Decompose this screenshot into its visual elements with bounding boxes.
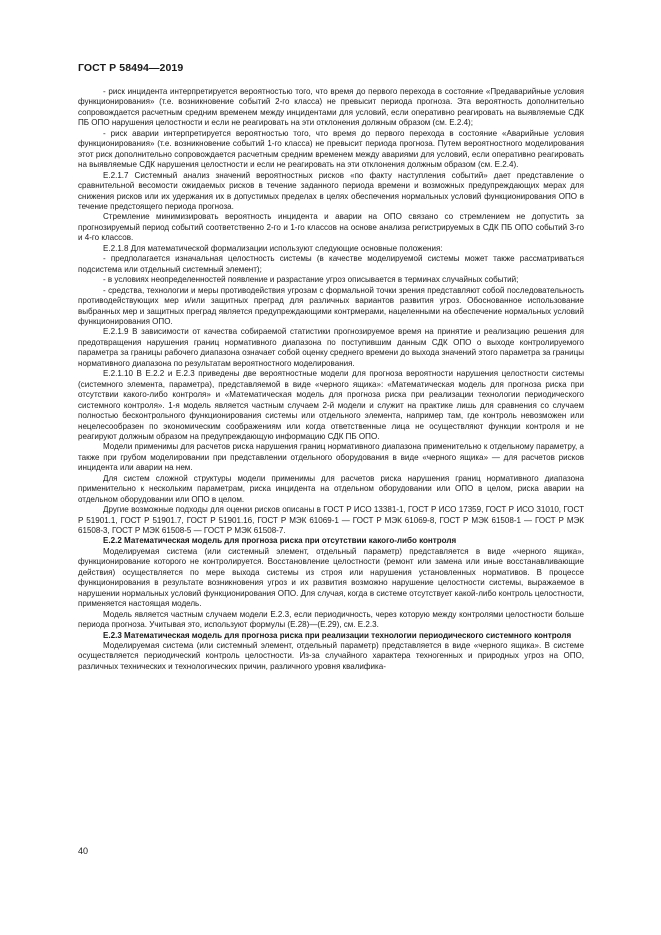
paragraph: Для систем сложной структуры модели применимы для расчетов риска нарушения границ нормативного диапазона применительно к нескольким параметрам, риска инцидента на отдельном оборудовании или ОПО в целом, риска аварии на отдельном оборудовании или ОПО в целом. [78, 473, 584, 504]
paragraph: - средства, технологии и меры противодействия угрозам с формальной точки зрения представляют собой последовательность противодействующих мер и/или защитных преград для различных вариантов развития угроз. Обоснованное использование выбранных мер и защитных преград является предупреждающими контрмерами, нацеленными на обеспечение нормальных условий функционирования ОПО. [78, 285, 584, 326]
paragraph: Моделируемая система (или системный элемент, отдельный параметр) представляется в виде «черного ящика», функционирование которого не контролируется. Восстановление целостности (ремонт или замена или иные восстанавливающие действия) осуществляется по мере выхода системы из строя или нарушения установленных нормативов. В процессе функционирования в результате возникновения угроз и их развития возможно нарушение целостности системы, выражаемое в нарушении нормальных условий функционирования ОПО. Для случая, когда в системе отсутствует какой-либо контроль целостности, применяется настоящая модель. [78, 546, 584, 609]
paragraph: Модели применимы для расчетов риска нарушения границ нормативного диапазона применительно к отдельному параметру, а также при грубом моделировании при представлении отдельного оборудования в виде «черного ящика» — для расчетов рисков инцидента или аварии на нем. [78, 442, 584, 473]
paragraph: Стремление минимизировать вероятность инцидента и аварии на ОПО связано со стремлением не допустить за прогнозируемый период событий соответственно 2-го и 1-го классов на основе анализа регистрируемых в СДК ПБ ОПО событий 3-го и 4-го классов. [78, 212, 584, 243]
page-number: 40 [78, 846, 89, 856]
paragraph: - риск инцидента интерпретируется вероятностью того, что время до первого перехода в состояние «Предаварийные условия функционирования» (т.е. возникновение событий 2-го класса) не превысит периода прогноза. Эта вероятность дополнительно сопровождается расчетным средним временем между инцидентами для условий, если оперативно реагировать на выявляемые СДК ПБ ОПО нарушения целостности и если не реагировать на эти отклонения должным образом (см. Е.2.4); [78, 87, 584, 128]
paragraph: - предполагается изначальная целостность системы (в качестве моделируемой системы может также рассматриваться подсистема или отдельный системный элемент); [78, 254, 584, 274]
document-code-header: ГОСТ Р 58494—2019 [78, 62, 184, 74]
paragraph: Е.2.1.7 Системный анализ значений вероятностных рисков «по факту наступления событий» дает представление о сравнительной весомости ожидаемых рисков в течение заданного периода времени и возможных предупреждающих мерах для снижения рисков или их удержания их в допустимых пределах в целях обеспечения нормальных условий функционирования ОПО в течение предстоящего периода прогноза. [78, 170, 584, 211]
paragraph: Е.2.1.8 Для математической формализации используют следующие основные положения: [103, 243, 443, 253]
paragraph: - в условиях неопределенностей появление и разрастание угроз описывается в терминах случайных событий; [103, 275, 519, 285]
paragraph: Другие возможные подходы для оценки рисков описаны в ГОСТ Р ИСО 13381-1, ГОСТ Р ИСО 17359, ГОСТ Р ИСО 31010, ГОСТ Р 51901.1, ГОСТ Р 51901.7, ГОСТ Р 51901.16, ГОСТ Р МЭК 61069-1 — ГОСТ Р МЭК 61069-8, ГОСТ Р МЭК 61508-1 — ГОСТ Р МЭК 61508-3, ГОСТ Р МЭК 61508-5 — ГОСТ Р МЭК 61508-7. [78, 505, 584, 536]
section-heading: Е.2.2 Математическая модель для прогноза риска при отсутствии какого-либо контроля [103, 536, 457, 546]
paragraph: Моделируемая система (или системный элемент, отдельный параметр) представляется в виде «черного ящика». В системе осуществляется периодический контроль целостности. Из-за случайного характера техногенных и природных угроз на ОПО, различных технических и технологических причин, различного уровня квалифика- [78, 641, 584, 671]
paragraph: - риск аварии интерпретируется вероятностью того, что время до первого перехода в состояние «Аварийные условия функционирования» (т.е. возникновение событий 1-го класса) не превысит периода прогноза. Путем вероятностного моделирования этот риск дополнительно сопровождается расчетным средним временем между авариями для условий, если оперативно реагировать на выявляемые СДК нарушения целостности и если не реагировать на эти отклонения должным образом (см. Е.2.4). [78, 128, 584, 170]
paragraph: Е.2.1.10 В Е.2.2 и Е.2.3 приведены две вероятностные модели для прогноза вероятности нарушения целостности системы (системного элемента, параметра), представляемой в виде «черного ящика»: «Математическая модель для прогноза риска при отсутствии какого-либо контроля» и «Математическая модель для прогноза риска при реализации технологии периодического системного контроля». 1-я модель является частным случаем 2-й модели и служит на практике лишь для сравнения со случаем полностью бесконтрольного функционирования системы или отдельного элемента, например там, где контроль невозможен или нецелесообразен по экономическим соображениям или когда ответственные лица не осуществляют функции контроля и не реагируют должным образом на предупреждающую информацию СДК ПБ ОПО. [78, 369, 584, 441]
section-heading: Е.2.3 Математическая модель для прогноза риска при реализации технологии периодического системного контроля [103, 630, 572, 640]
paragraph: Е.2.1.9 В зависимости от качества собираемой статистики прогнозируемое время на принятие и реализацию решения для предотвращения нарушения границ нормативного диапазона по поступившим данным СДК ОПО о выходе контролируемого параметра за границы рабочего диапазона означает собой оценку среднего времени до выхода значений этого параметра за границы нормативного диапазона по результатам вероятностного моделирования. [78, 327, 584, 368]
document-body [78, 87, 584, 672]
paragraph: Модель является частным случаем модели Е.2.3, если периодичность, через которую между контролями целостности больше периода прогноза. Учитывая это, используют формулы (Е.28)—(Е.29), см. Е.2.3. [78, 609, 584, 630]
